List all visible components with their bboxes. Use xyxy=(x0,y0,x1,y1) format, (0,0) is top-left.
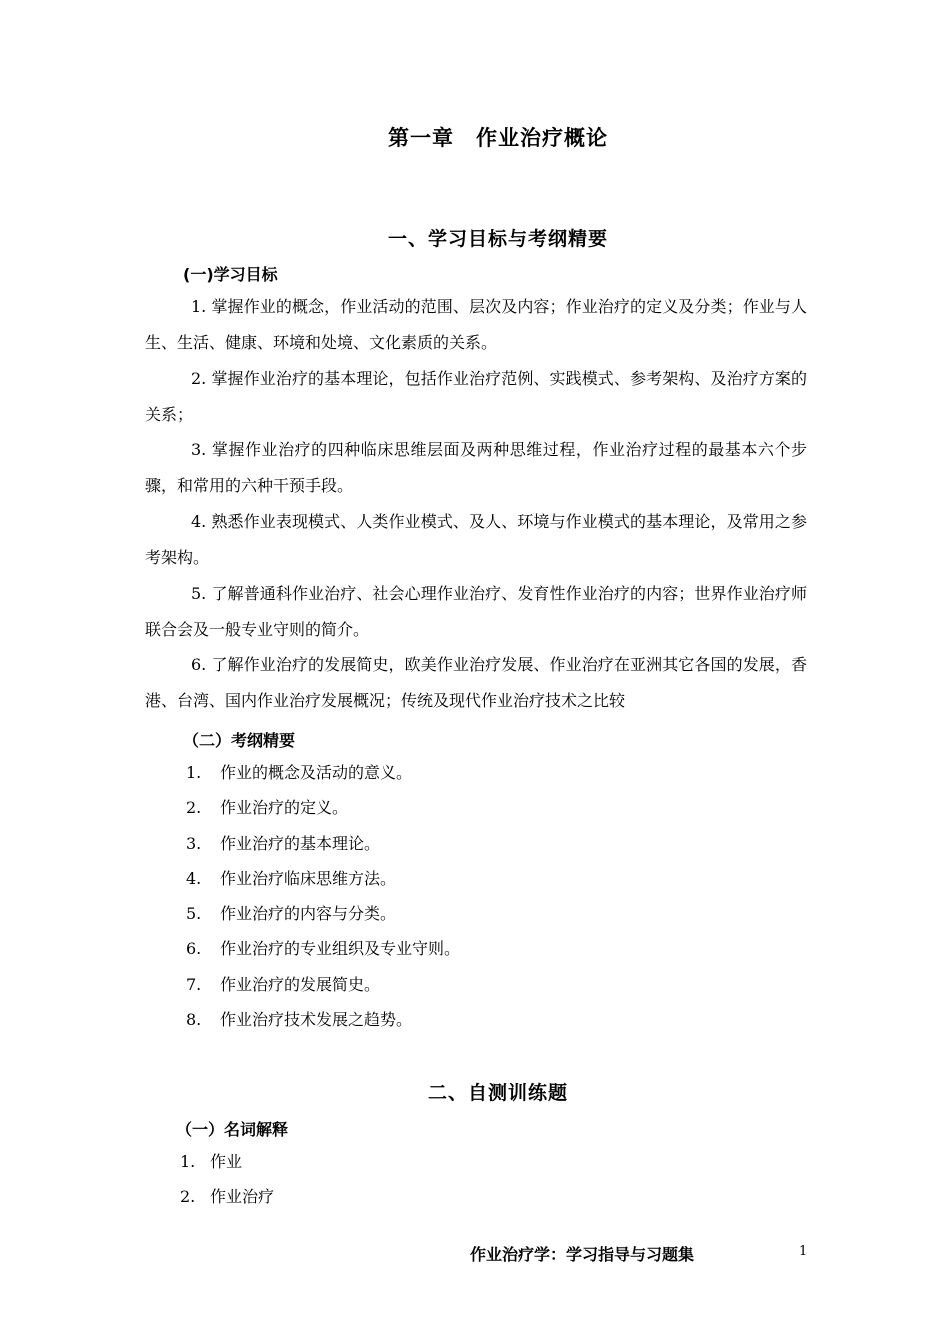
list-item xyxy=(186,755,460,790)
objective-item: 1. 掌握作业的概念，作业活动的范围、层次及内容；作业治疗的定义及分类；作业与人生、生活、健康、环境和处境、文化素质的关系。 xyxy=(145,297,807,352)
list-item xyxy=(186,1002,460,1037)
outline-list xyxy=(186,755,460,1037)
list-text: 作业治疗的专业组织及专业守则。 xyxy=(220,939,461,959)
list-item xyxy=(186,967,460,1002)
section-title-learning-objectives: 一、学习目标与考纲精要 xyxy=(387,228,608,250)
list-item xyxy=(186,896,460,931)
list-number: 6. xyxy=(186,939,202,959)
section-title-self-test: 二、自测训练题 xyxy=(427,1082,568,1104)
list-item xyxy=(180,1179,274,1214)
list-text: 作业治疗技术发展之趋势。 xyxy=(220,1010,413,1030)
list-text: 作业的概念及活动的意义。 xyxy=(220,763,413,782)
list-number: 8. xyxy=(186,1010,202,1030)
list-number: 1. xyxy=(180,1152,196,1171)
objectives-heading: (一)学习目标 xyxy=(183,265,278,284)
page-number: 1 xyxy=(799,1244,808,1259)
objective-item: 4. 熟悉作业表现模式、人类作业模式、及人、环境与作业模式的基本理论，及常用之参考架构。 xyxy=(145,512,807,567)
list-item xyxy=(186,861,460,896)
objective-item: 6. 了解作业治疗的发展简史，欧美作业治疗发展、作业治疗在亚洲其它各国的发展，香港、台湾、国内作业治疗发展概况；传统及现代作业治疗技术之比较 xyxy=(145,655,807,710)
terms-list xyxy=(180,1144,274,1214)
objective-item: 5. 了解普通科作业治疗、社会心理作业治疗、发育性作业治疗的内容；世界作业治疗师联合会及一般专业守则的简介。 xyxy=(145,584,807,639)
list-item xyxy=(186,826,460,861)
footer-book-title: 作业治疗学：学习指导与习题集 xyxy=(470,1245,695,1264)
list-text: 作业治疗的内容与分类。 xyxy=(220,904,397,924)
list-number: 2. xyxy=(180,1187,196,1206)
objective-item: 3. 掌握作业治疗的四种临床思维层面及两种思维过程，作业治疗过程的最基本六个步骤，和常用的六种干预手段。 xyxy=(145,440,807,495)
list-item xyxy=(186,790,460,825)
list-number: 5. xyxy=(186,904,202,924)
list-number: 1. xyxy=(186,763,202,782)
list-text: 作业治疗临床思维方法。 xyxy=(220,868,397,888)
list-number: 2. xyxy=(186,798,202,818)
terms-heading: （一）名词解释 xyxy=(176,1120,289,1139)
list-number: 7. xyxy=(186,974,202,994)
list-text: 作业治疗的基本理论。 xyxy=(220,833,381,853)
objective-item: 2. 掌握作业治疗的基本理论，包括作业治疗范例、实践模式、参考架构、及治疗方案的关系； xyxy=(145,369,807,424)
list-item xyxy=(186,931,460,966)
list-item xyxy=(180,1144,274,1179)
list-text: 作业 xyxy=(210,1152,243,1171)
chapter-title: 第一章 作业治疗概论 xyxy=(388,126,608,150)
list-text: 作业治疗 xyxy=(210,1187,275,1206)
list-text: 作业治疗的定义。 xyxy=(220,798,349,818)
list-number: 3. xyxy=(186,833,202,853)
list-number: 4. xyxy=(186,868,202,888)
outline-heading: （二）考纲精要 xyxy=(183,731,296,750)
list-text: 作业治疗的发展简史。 xyxy=(220,974,381,994)
